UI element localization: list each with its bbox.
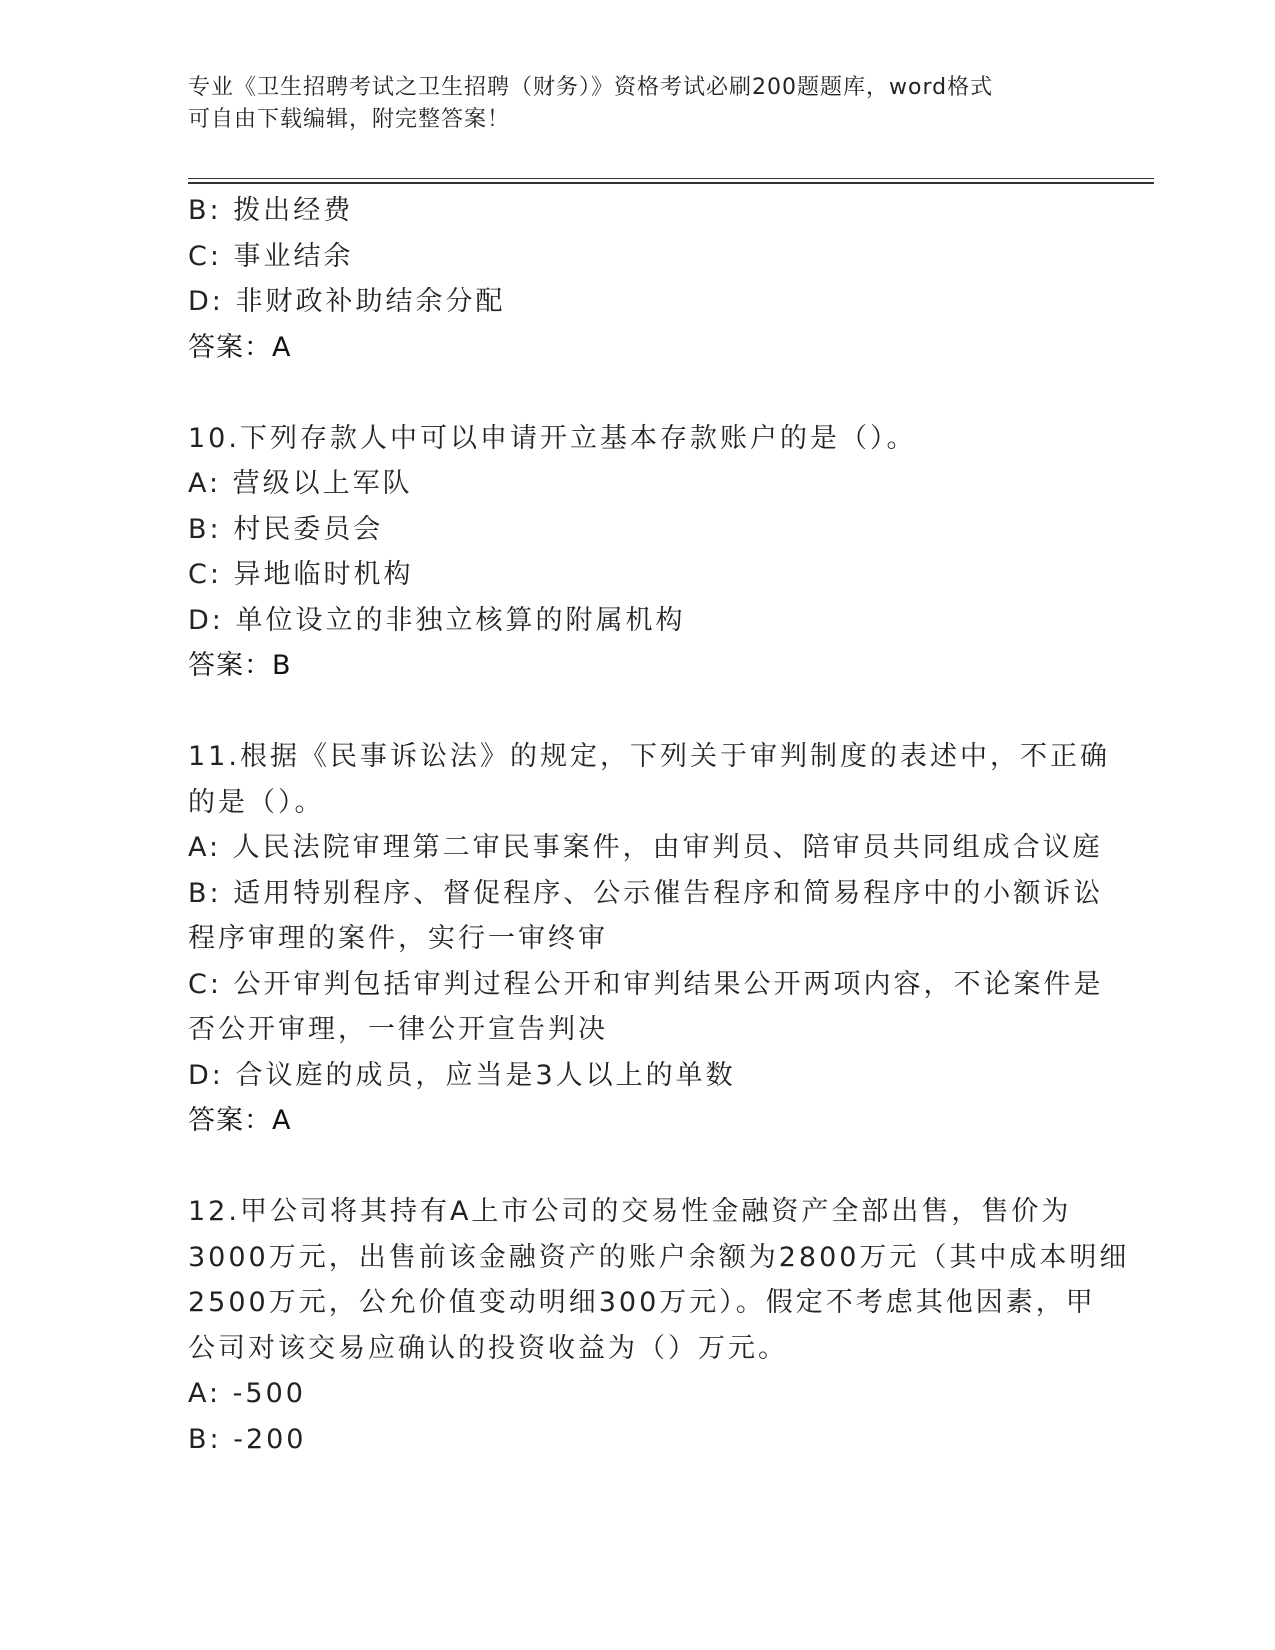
question-12 (188, 1189, 1130, 1462)
spacer (188, 1144, 1068, 1190)
question-stem-line-1: 12.甲公司将其持有A上市公司的交易性金融资产全部出售，售价为 (188, 1196, 1072, 1227)
option-c-line-2: 否公开审理，一律公开宣告判决 (188, 1014, 608, 1045)
question-stem: 10.下列存款人中可以申请开立基本存款账户的是（）。 (188, 422, 917, 454)
option-d: D: 单位设立的非独立核算的附属机构 (188, 604, 686, 636)
option-d: D: 合议庭的成员，应当是3人以上的单数 (188, 1059, 736, 1091)
answer: 答案：A (188, 1105, 292, 1136)
question-11 (188, 734, 1110, 1144)
option-a: A: 营级以上军队 (188, 468, 413, 499)
spacer (188, 370, 1068, 416)
option-b: B: 拨出经费 (188, 195, 354, 226)
answer: 答案：B (188, 650, 292, 681)
document-header (188, 72, 1068, 136)
header-line-2: 可自由下载编辑，附完整答案！ (188, 107, 511, 132)
option-b: B: 村民委员会 (188, 513, 384, 545)
header-divider-thin (188, 178, 1154, 179)
document-body (188, 188, 1130, 1462)
question-10 (188, 416, 1068, 689)
option-b-line-2: 程序审理的案件，实行一审终审 (188, 923, 608, 954)
header-line-1: 专业《卫生招聘考试之卫生招聘（财务）》资格考试必刷200题题库，word格式 (188, 75, 994, 100)
question-9 (188, 188, 1068, 370)
question-stem-line-3: 2500万元，公允价值变动明细300万元）。假定不考虑其他因素，甲 (188, 1287, 1096, 1318)
question-stem-line-1: 11.根据《民事诉讼法》的规定，下列关于审判制度的表述中，不正确 (188, 741, 1110, 772)
question-stem-line-2: 的是（）。 (188, 786, 325, 818)
option-c: C: 事业结余 (188, 240, 354, 272)
option-c-line-1: C: 公开审判包括审判过程公开和审判结果公开两项内容，不论案件是 (188, 968, 1104, 1000)
question-stem-line-4: 公司对该交易应确认的投资收益为（）万元。 (188, 1332, 788, 1364)
option-d: D: 非财政补助结余分配 (188, 286, 506, 317)
option-b-line-1: B: 适用特别程序、督促程序、公示催告程序和简易程序中的小额诉讼 (188, 877, 1104, 909)
header-divider-thick (188, 182, 1154, 184)
option-b: B: -200 (188, 1423, 307, 1455)
option-a: A: -500 (188, 1378, 306, 1409)
question-stem-line-2: 3000万元，出售前该金融资产的账户余额为2800万元（其中成本明细 (188, 1241, 1130, 1273)
answer: 答案：A (188, 331, 292, 363)
spacer (188, 689, 1068, 735)
option-a: A: 人民法院审理第二审民事案件，由审判员、陪审员共同组成合议庭 (188, 832, 1103, 863)
option-c: C: 异地临时机构 (188, 559, 414, 590)
